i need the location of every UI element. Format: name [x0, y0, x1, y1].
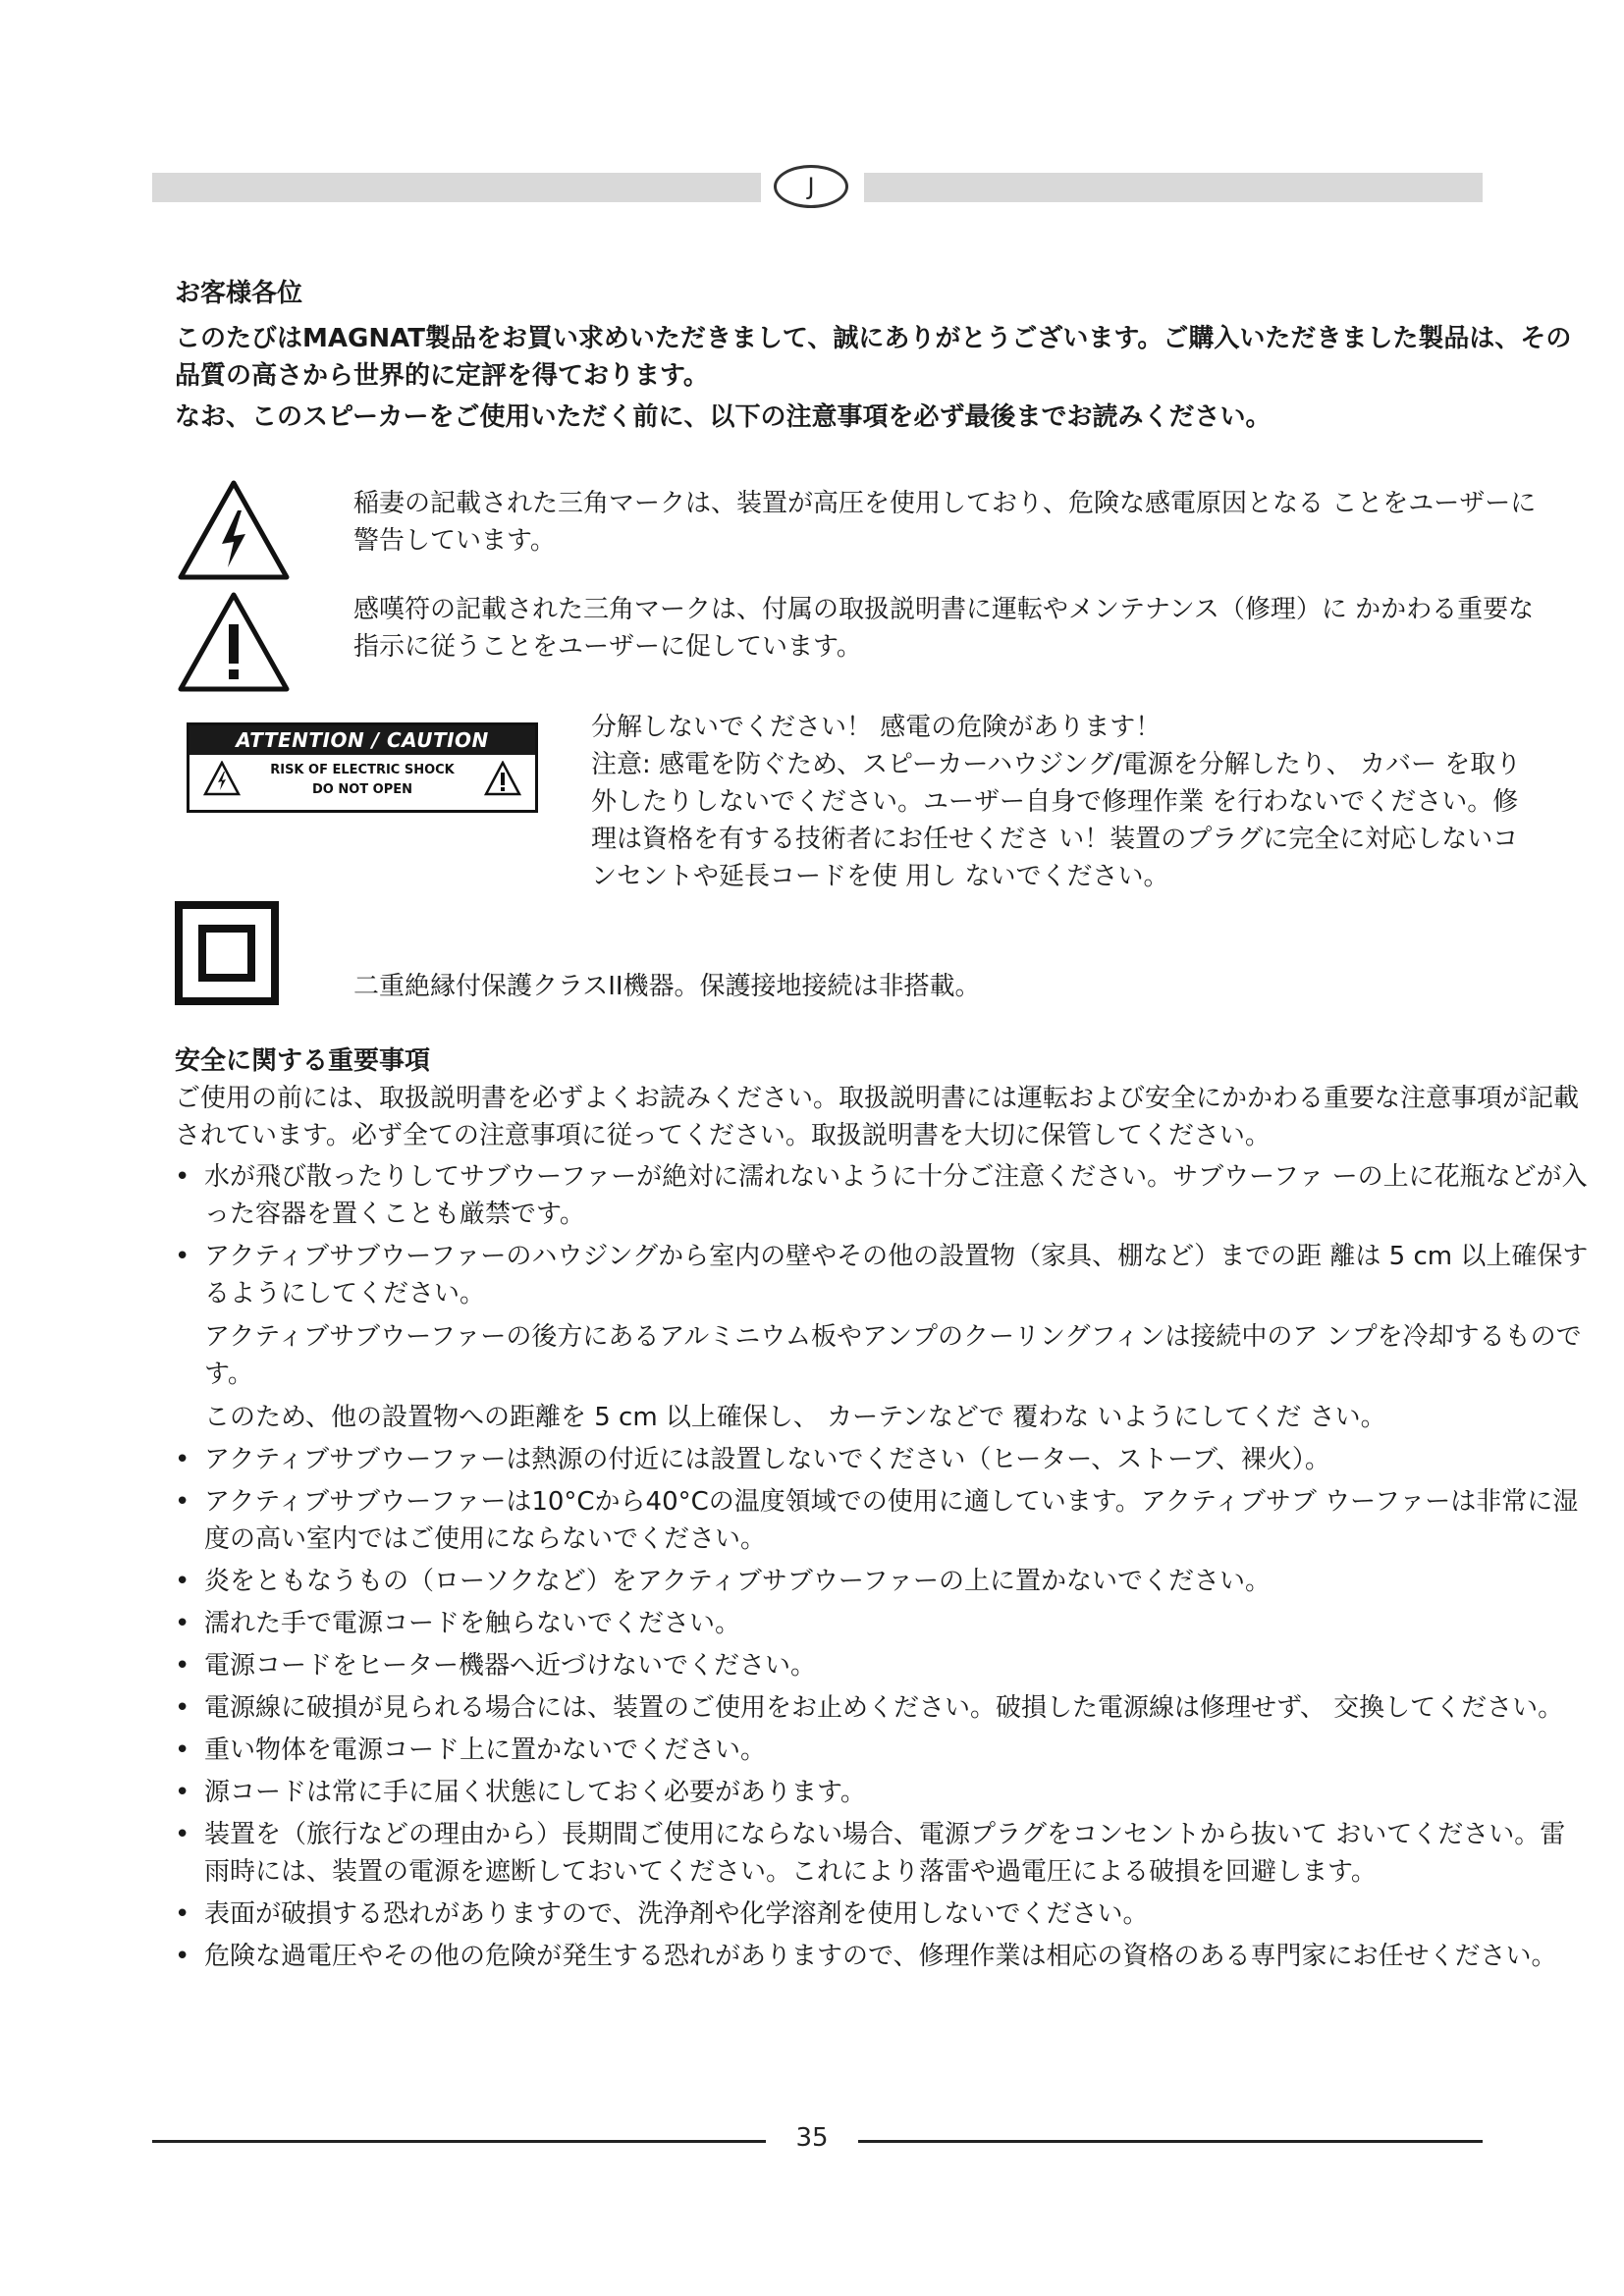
caution-label-line-2: DO NOT OPEN — [311, 782, 413, 797]
language-code: J — [807, 173, 815, 200]
double-square-icon — [175, 901, 279, 1005]
header-bar-left — [152, 173, 761, 202]
caution-text-title: 分解しないでください！ 感電の危険があります！ — [591, 713, 1162, 742]
header-bar-right — [864, 173, 1483, 202]
list-item: • アクティブサブウーファーのハウジングから室内の壁やその他の設置物（家具、棚など）までの距 離は 5 cm 以上確保するようにしてください。 アクティブサブウーファーの後方にあるアルミニウム板やアンプのクーリングフィンは接続中のア ンプを冷却するものです。 このため、他の設置物への距離を 5 cm 以上確保し、 カーテンなどで 覆わな いようにしてくだ さい。 — [175, 1238, 1589, 1436]
page-number: 35 — [795, 2123, 829, 2153]
caution-text-body: 注意: 感電を防ぐため、スピーカーハウジング/電源を分解したり、 カバー を取り外したりしないでください。ユーザー自身で修理作業 を行わないでください。修理は資格を有する技術者にお任せくださ い！装置のプラグに完全に対応しないコンセントや延長コードを使 用し ないでください。 — [591, 750, 1522, 891]
language-badge — [774, 165, 848, 208]
list-item: • 装置を（旅行などの理由から）長期間ご使用にならない場合、電源プラグをコンセントから抜いて おいてください。雷雨時には、装置の電源を遮断しておいてください。これにより落雷や過電圧による破損を回避します。 — [175, 1820, 1566, 1887]
list-item: • 源コードは常に手に届く状態にしておく必要があります。 — [175, 1778, 866, 1807]
list-item: • 電源コードをヒーター機器へ近づけないでください。 — [175, 1651, 816, 1681]
exclamation-triangle-icon — [177, 591, 291, 693]
list-item: • 電源線に破損が見られる場合には、装置のご使用をお止めください。破損した電源線は修理せず、 交換してください。 — [175, 1693, 1564, 1723]
intro-paragraph-2: なお、このスピーカーをご使用いただく前に、以下の注意事項を必ず最後までお読みください。 — [175, 402, 1272, 432]
safety-title: 安全に関する重要事項 — [175, 1046, 431, 1076]
list-item-note: このため、他の設置物への距離を 5 cm 以上確保し、 カーテンなどで 覆わな いようにしてくだ さい。 — [204, 1403, 1386, 1432]
intro-paragraph-1: このたびはMAGNAT製品をお買い求めいただきまして、誠にありがとうございます。ご購入いただきました製品は、その品質の高さから世界的に定評を得ております。 — [175, 324, 1572, 391]
safety-section — [175, 1042, 1589, 1980]
exclamation-symbol-text: 感嘆符の記載された三角マークは、付属の取扱説明書に運転やメンテナンス（修理）に かかわる重要な指示に従うことをユーザーに促しています。 — [353, 595, 1535, 662]
caution-label — [187, 722, 538, 813]
caution-text-block — [591, 709, 1534, 895]
list-item: • 炎をともなうもの（ローソクなど）をアクティブサブウーファーの上に置かないでください。 — [175, 1567, 1272, 1596]
list-item: • 水が飛び散ったりしてサブウーファーが絶対に濡れないように十分ご注意ください。サブウーファ ーの上に花瓶などが入った容器を置くことも厳禁です。 — [175, 1162, 1588, 1229]
list-item: • 表面が破損する恐れがありますので、洗浄剤や化学溶剤を使用しないでください。 — [175, 1899, 1149, 1929]
list-item: • 重い物体を電源コード上に置かないでください。 — [175, 1735, 767, 1765]
intro-section — [175, 275, 1589, 436]
list-item: • アクティブサブウーファーは10°Cから40°Cの温度領域での使用に適しています。アクティブサブ ウーファーは非常に湿度の高い室内ではご使用にならないでください。 — [175, 1487, 1579, 1554]
list-item: • アクティブサブウーファーは熱源の付近には設置しないでください（ヒーター、ストーブ、裸火）。 — [175, 1445, 1330, 1474]
list-item: • 濡れた手で電源コードを触らないでください。 — [175, 1609, 741, 1638]
footer-rule-right — [858, 2140, 1483, 2143]
exclamation-triangle-small-icon — [484, 761, 521, 796]
lightning-symbol-text: 稲妻の記載された三角マークは、装置が高圧を使用しており、危険な感電原因となる ことをユーザーに警告しています。 — [353, 489, 1537, 556]
list-item: • 危険な過電圧やその他の危険が発生する恐れがありますので、修理作業は相応の資格のある専門家にお任せください。 — [175, 1942, 1557, 1971]
safety-list — [175, 1158, 1589, 1975]
footer-rule-left — [152, 2140, 766, 2143]
caution-label-line-1: RISK OF ELECTRIC SHOCK — [270, 763, 455, 777]
list-item-note: アクティブサブウーファーの後方にあるアルミニウム板やアンプのクーリングフィンは接続中のア ンプを冷却するものです。 — [204, 1322, 1582, 1389]
caution-label-header: ATTENTION / CAUTION — [189, 725, 535, 755]
safety-lead: ご使用の前には、取扱説明書を必ずよくお読みください。取扱説明書には運転および安全にかかわる重要な注意事項が記載されています。必ず全ての注意事項に従ってください。取扱説明書を大切に保管してください。 — [175, 1084, 1580, 1150]
double-insulation-text: 二重絶縁付保護クラスII機器。保護接地接続は非搭載。 — [353, 972, 981, 1001]
lightning-triangle-icon — [177, 479, 291, 581]
greeting: お客様各位 — [175, 279, 303, 308]
